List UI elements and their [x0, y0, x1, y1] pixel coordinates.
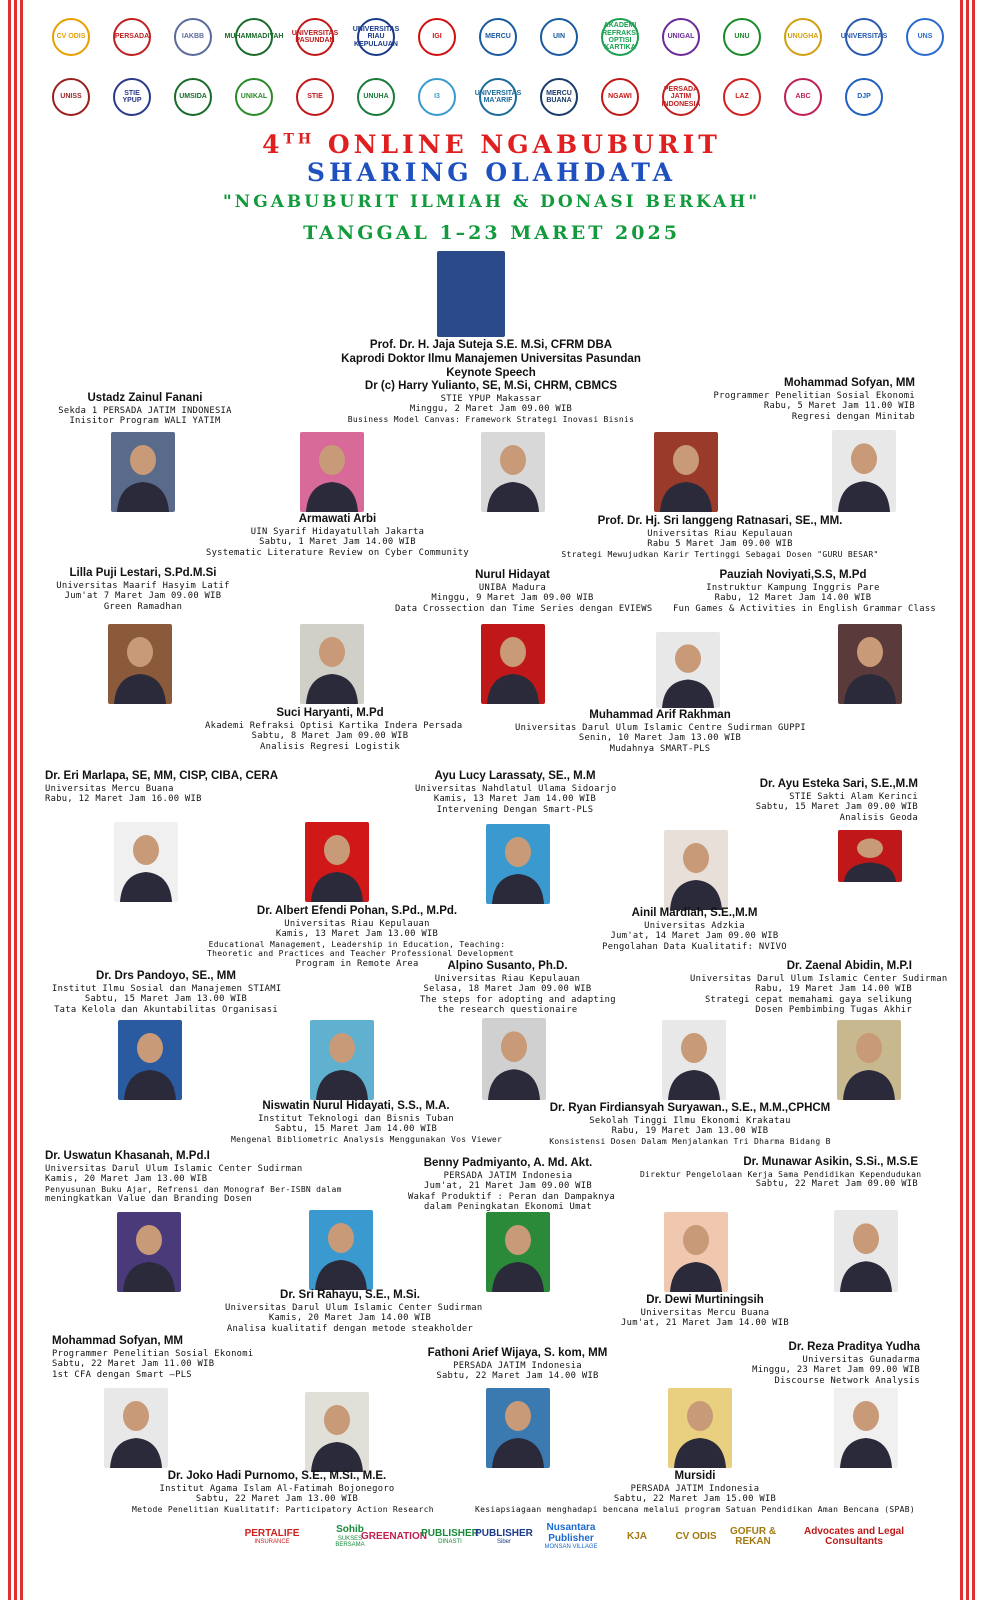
- speaker-name: Nurul Hidayat: [475, 569, 550, 581]
- speaker-detail: Rabu, 5 Maret Jam 11.00 WIB: [763, 401, 915, 412]
- speaker-name: Mursidi: [674, 1470, 716, 1482]
- speaker-info: [52, 1335, 260, 1380]
- speaker-name: Dr. Uswatun Khasanah, M.Pd.I: [45, 1150, 210, 1162]
- speaker-detail: Sabtu, 15 Maret Jam 13.00 WIB: [84, 994, 248, 1005]
- speaker-detail: Instruktur Kampung Inggris Pare: [706, 582, 880, 593]
- speaker-detail: Green Ramadhan: [103, 601, 183, 612]
- speaker-info: [40, 392, 250, 427]
- speaker-detail: Universitas Riau Kepulauan: [647, 528, 793, 539]
- speaker-detail: Universitas Riau Kepulauan: [284, 918, 430, 929]
- speaker-detail: Rabu, 19 Maret Jam 14.00 WIB: [755, 984, 912, 995]
- row1-logo-4: MUHAMMADIYAH: [235, 18, 273, 56]
- speaker-name: Dr. Ryan Firdiansyah Suryawan., S.E., M.M.,CPHCM: [549, 1102, 831, 1114]
- row2-logo-12: LAZ: [723, 78, 761, 116]
- row2-logo-9: MERCU BUANA: [540, 78, 578, 116]
- speaker-name: Dr (c) Harry Yulianto, SE, M.Si, CHRM, CBMCS: [364, 380, 618, 392]
- speaker-detail: Penyusunan Buku Ajar, Refrensi dan Monograf Ber-ISBN dalam: [45, 1184, 342, 1194]
- sponsor-logo: [475, 1515, 533, 1559]
- speaker-detail: Systematic Literature Review on Cyber Community: [205, 547, 470, 558]
- speaker-detail: Minggu, 9 Maret Jam 09.00 WIB: [431, 593, 594, 604]
- sponsor-logo: [535, 1515, 607, 1559]
- speaker-detail: 1st CFA dengan Smart –PLS: [52, 1369, 192, 1380]
- event-dates: TANGGAL 1–23 MARET 2025: [303, 222, 680, 244]
- speaker-name: Dr. Reza Praditya Yudha: [788, 1341, 920, 1353]
- speaker-photo: [838, 624, 902, 704]
- speaker-name: Alpino Susanto, Ph.D.: [447, 960, 568, 972]
- speaker-photo: [117, 1212, 181, 1292]
- speaker-detail: Sabtu, 22 Maret Jam 13.00 WIB: [195, 1494, 359, 1505]
- speaker-name: Fathoni Arief Wijaya, S. kom, MM: [427, 1347, 608, 1359]
- speaker-detail: Program in Remote Area: [295, 959, 419, 970]
- sponsor-subtitle: DINASTI: [438, 1539, 462, 1546]
- sponsor-logo: [672, 1515, 720, 1559]
- sponsor-name: GREENATION: [361, 1530, 427, 1542]
- speaker-name: Dr. Zaenal Abidin, M.P.I: [786, 960, 912, 972]
- speaker-name: Dr. Joko Hadi Purnomo, S.E., M.Si., M.E.: [167, 1470, 387, 1482]
- speaker-detail: The steps for adopting and adapting: [420, 994, 616, 1005]
- speaker-photo: [486, 1212, 550, 1292]
- speaker-name: Dr. Dewi Murtiningsih: [646, 1294, 764, 1306]
- speaker-detail: Universitas Adzkia: [644, 920, 745, 931]
- speaker-info: [52, 970, 280, 1015]
- speaker-detail: UNIBA Madura: [478, 582, 547, 593]
- speaker-name: Dr. Ayu Esteka Sari, S.E.,M.M: [759, 778, 918, 790]
- speaker-detail: STIE YPUP Makassar: [440, 393, 542, 404]
- speaker-name: Ainil Mardiah, S.E.,M.M: [631, 907, 758, 919]
- speaker-photo: [310, 1020, 374, 1100]
- speaker-detail: Jum'at, 14 Maret Jam 09.00 WIB: [610, 931, 779, 942]
- row2-logo-11: PERSADA JATIM INDONESIA: [662, 78, 700, 116]
- speaker-detail: Sabtu, 22 Maret Jam 11.00 WIB: [52, 1359, 215, 1370]
- speaker-detail: Akademi Refraksi Optisi Kartika Indera Persada: [205, 720, 463, 731]
- speaker-info: [45, 1150, 342, 1205]
- row1-logo-1: CV ODIS: [52, 18, 90, 56]
- speaker-photo: [305, 1392, 369, 1472]
- speaker-info: [200, 513, 475, 558]
- speaker-detail: the research questionaire: [437, 1005, 578, 1016]
- speaker-name: Dr. Sri Rahayu, S.E., M.Si.: [280, 1289, 420, 1301]
- speaker-photo: [104, 1388, 168, 1468]
- speaker-detail: Analisis Geoda: [839, 812, 918, 823]
- speaker-photo: [481, 624, 545, 704]
- speaker-photo: [664, 830, 728, 910]
- speaker-detail: Universitas Mercu Buana: [45, 783, 174, 794]
- speaker-photo: [482, 1018, 546, 1100]
- speaker-info: [132, 1470, 434, 1514]
- speaker-detail: Kesiapsiagaan menghadapi bencana melalui program Satuan Pendidikan Aman Bencana (SPAB): [474, 1504, 915, 1514]
- speaker-info: [410, 1347, 625, 1382]
- speaker-info: [470, 1470, 920, 1514]
- speaker-detail: Minggu, 23 Maret Jam 09.00 WIB: [752, 1365, 920, 1376]
- speaker-detail: Data Crossection dan Time Series dengan EVIEWS: [395, 603, 653, 614]
- speaker-detail: Sabtu, 1 Maret Jam 14.00 WIB: [259, 537, 416, 548]
- speaker-info: [745, 1341, 920, 1386]
- sponsor-name: PERTALIFE: [244, 1527, 300, 1539]
- speaker-detail: PERSADA JATIM Indonesia: [443, 1170, 573, 1181]
- speaker-detail: Intervening Dengan Smart-PLS: [436, 804, 594, 815]
- row2-logo-1: UNISS: [52, 78, 90, 116]
- sponsor-name: PUBLISHER: [475, 1527, 533, 1539]
- speaker-name: Dr. Munawar Asikin, S.Si., M.S.E: [743, 1156, 918, 1168]
- speaker-name: Muhammad Arif Rakhman: [589, 709, 731, 721]
- sponsor-logo: [222, 1515, 322, 1559]
- sponsor-logo: [728, 1515, 778, 1559]
- speaker-detail: Konsistensi Dosen Dalam Menjalankan Tri Dharma Bidang B: [549, 1136, 831, 1146]
- row1-logo-2: PERSADA: [113, 18, 151, 56]
- speaker-photo: [309, 1210, 373, 1290]
- keynote-photo: [437, 251, 505, 337]
- speaker-detail: Jum'at, 21 Maret Jam 14.00 WIB: [621, 1318, 789, 1329]
- speaker-detail: Strategi cepat memahami gaya selikung: [704, 994, 912, 1005]
- speaker-info: [225, 1289, 483, 1334]
- speaker-photo: [118, 1020, 182, 1100]
- row2-logo-3: UMSIDA: [174, 78, 212, 116]
- speaker-detail: Universitas Darul Ulum Islamic Center Sudirman: [225, 1302, 483, 1313]
- speaker-detail: Sabtu, 15 Maret Jam 09.00 WIB: [755, 802, 918, 813]
- speaker-detail: Regresi dengan Minitab: [791, 411, 915, 422]
- speaker-detail: PERSADA JATIM Indonesia: [630, 1483, 760, 1494]
- event-title-line-1: 4TH ONLINE NGABUBURIT: [262, 130, 721, 159]
- speaker-detail: Sabtu, 22 Maret Jam 15.00 WIB: [613, 1494, 777, 1505]
- speaker-detail: Universitas Mercu Buana: [640, 1307, 770, 1318]
- row2-logo-5: STIE: [296, 78, 334, 116]
- speaker-info: [45, 770, 335, 805]
- speaker-name: Pauziah Noviyati,S.S, M.Pd: [719, 569, 867, 581]
- speaker-detail: Dosen Pembimbing Tugas Akhir: [755, 1005, 912, 1016]
- speaker-detail: Rabu, 19 Maret Jam 13.00 WIB: [611, 1126, 769, 1137]
- speaker-photo: [664, 1212, 728, 1292]
- speaker-name: Ustadz Zainul Fanani: [87, 392, 203, 404]
- sponsor-name: CV ODIS: [675, 1530, 717, 1542]
- row1-logo-5: UNIVERSITAS PASUNDAN: [296, 18, 334, 56]
- row1-logo-9: UIN: [540, 18, 578, 56]
- row1-logo-7: IGI: [418, 18, 456, 56]
- speaker-info: [620, 1294, 790, 1329]
- speaker-detail: dalam Peningkatan Ekonomi Umat: [424, 1202, 592, 1213]
- speaker-detail: Kamis, 13 Maret Jam 14.00 WIB: [433, 794, 597, 805]
- speaker-detail: Universitas Nahdlatul Ulama Sidoarjo: [415, 783, 617, 794]
- speaker-photo: [305, 822, 369, 902]
- speaker-photo: [834, 1210, 898, 1292]
- speaker-detail: Metode Penelitian Kualitatif: Participatory Action Research: [132, 1504, 434, 1514]
- speaker-detail: Institut Ilmu Sosial dan Manajemen STIAMI: [52, 983, 282, 994]
- speaker-name: Lilla Puji Lestari, S.Pd.M.Si: [69, 567, 217, 579]
- speaker-detail: Sabtu, 22 Maret Jam 14.00 WIB: [436, 1371, 599, 1382]
- speaker-name: Dr. Drs Pandoyo, SE., MM: [96, 970, 236, 982]
- row2-logo-7: I3: [418, 78, 456, 116]
- sponsor-subtitle: MONSAN VILLAGE: [544, 1544, 598, 1551]
- speaker-detail: Selasa, 18 Maret Jam 09.00 WIB: [423, 984, 592, 995]
- speaker-detail: Jum'at 7 Maret Jam 09.00 WIB: [64, 591, 222, 602]
- speaker-detail: Universitas Darul Ulum Islamic Centre Sudirman GUPPI: [515, 722, 807, 733]
- speaker-detail: Direktur Pengelolaan Kerja Sama Pendidikan Kependudukan: [640, 1169, 922, 1179]
- speaker-name: Ayu Lucy Larassaty, SE., M.M: [434, 770, 596, 782]
- keynote-role: Kaprodi Doktor Ilmu Manajemen Universitas Pasundan: [341, 352, 641, 365]
- speaker-detail: Analisa kualitatif dengan metode steakholder: [226, 1323, 474, 1334]
- speaker-detail: STIE Sakti Alam Kerinci: [789, 791, 918, 802]
- speaker-detail: Universitas Darul Ulum Islamic Center Sudirman: [690, 973, 948, 984]
- sponsor-name: KJA: [626, 1530, 647, 1542]
- sponsor-logo: [421, 1515, 479, 1559]
- speaker-detail: Fun Games & Activities in English Grammar Class: [673, 603, 937, 614]
- keynote-name: Prof. Dr. H. Jaja Suteja S.E. M.Si, CFRM DBA: [369, 339, 613, 351]
- speaker-name: Dr. Eri Marlapa, SE, MM, CISP, CIBA, CERA: [45, 770, 279, 782]
- speaker-info: [602, 907, 787, 952]
- speaker-name: Mohammad Sofyan, MM: [52, 1335, 183, 1347]
- speaker-detail: Educational Management, Leadership in Education, Teaching:: [208, 939, 506, 949]
- speaker-name: Mohammad Sofyan, MM: [784, 377, 915, 389]
- speaker-info: [673, 569, 937, 614]
- row1-logo-11: UNIGAL: [662, 18, 700, 56]
- speaker-detail: Mengenal Bibliometric Analysis Menggunakan Vos Viewer: [231, 1134, 503, 1144]
- speaker-photo: [838, 830, 902, 882]
- sponsor-logo: [361, 1515, 427, 1559]
- row1-logo-8: MERCU: [479, 18, 517, 56]
- speaker-detail: Analisis Regresi Logistik: [260, 741, 400, 752]
- speaker-detail: Strategi Mewujudkan Karir Tertinggi Sebagai Dosen "GURU BESAR": [561, 549, 879, 559]
- speaker-photo: [654, 432, 718, 512]
- speaker-info: [331, 380, 651, 424]
- speaker-info: [515, 709, 805, 754]
- sponsor-subtitle: Siber: [496, 1539, 511, 1546]
- row2-logo-8: UNIVERSITAS MA'ARIF: [479, 78, 517, 116]
- row2-logo-4: UNIKAL: [235, 78, 273, 116]
- row2-logo-6: UNUHA: [357, 78, 395, 116]
- sponsor-name: Nusantara Publisher: [546, 1522, 596, 1544]
- sponsor-name: GOFUR & REKAN: [729, 1525, 777, 1547]
- speaker-detail: Tata Kelola dan Akuntabilitas Organisasi: [54, 1004, 278, 1015]
- row1-logo-3: IAKBB: [174, 18, 212, 56]
- speaker-info: [415, 770, 615, 815]
- speaker-photo: [668, 1388, 732, 1468]
- sponsor-subtitle: SUKSES BERSAMA: [335, 1535, 365, 1549]
- speaker-detail: Universitas Maarif Hasyim Latif: [56, 580, 230, 591]
- row1-logo-12: UNU: [723, 18, 761, 56]
- row2-logo-13: ABC: [784, 78, 822, 116]
- speaker-detail: Minggu, 2 Maret Jam 09.00 WIB: [409, 404, 573, 415]
- speaker-photo: [481, 432, 545, 512]
- row2-logo-2: STIE YPUP: [113, 78, 151, 116]
- speaker-photo: [832, 430, 896, 512]
- speaker-photo: [111, 432, 175, 512]
- speaker-info: [640, 1156, 922, 1190]
- speaker-info: [728, 778, 918, 823]
- speaker-photo: [108, 624, 172, 704]
- event-title-line-2: SHARING OLAHDATA: [306, 158, 677, 187]
- sponsor-subtitle: INSURANCE: [254, 1539, 290, 1546]
- speaker-photo: [486, 824, 550, 904]
- speaker-detail: Programmer Penelitian Sosial Ekonomi: [52, 1348, 254, 1359]
- speaker-detail: Institut Agama Islam Al-Fatimah Bojonegoro: [159, 1483, 395, 1494]
- speaker-detail: Sabtu, 8 Maret Jam 09.00 WIB: [251, 731, 409, 742]
- speaker-info: [700, 377, 915, 422]
- speaker-name: Prof. Dr. Hj. Sri langgeng Ratnasari, SE., MM.: [597, 515, 843, 527]
- row2-logo-10: NGAWI: [601, 78, 639, 116]
- sponsor-name: PUBLISHER: [421, 1527, 479, 1539]
- speaker-info: [205, 707, 463, 752]
- speaker-photo: [837, 1020, 901, 1100]
- row2-logo-14: DJP: [845, 78, 883, 116]
- speaker-info: [690, 960, 948, 1016]
- speaker-photo: [834, 1388, 898, 1468]
- speaker-info: [420, 960, 616, 1016]
- sponsor-name: Advocates and Legal Consultants: [803, 1525, 905, 1547]
- speaker-detail: Sabtu, 15 Maret Jam 14.00 WIB: [274, 1124, 438, 1135]
- speaker-photo: [300, 624, 364, 704]
- speaker-detail: Business Model Canvas: Framework Strategi Inovasi Bisnis: [347, 414, 635, 424]
- speaker-photo: [486, 1388, 550, 1468]
- speaker-detail: Kamis, 20 Maret Jam 14.00 WIB: [268, 1313, 432, 1324]
- keynote-label: Keynote Speech: [446, 366, 536, 379]
- speaker-info: [535, 1102, 845, 1146]
- speaker-photo: [300, 432, 364, 512]
- speaker-detail: Sabtu, 22 Maret Jam 09.00 WIB: [755, 1179, 918, 1190]
- row1-logo-13: UNUGHA: [784, 18, 822, 56]
- speaker-detail: Rabu 5 Maret Jam 09.00 WIB: [647, 539, 793, 550]
- speaker-detail: Wakaf Produktif : Peran dan Dampaknya: [408, 1191, 616, 1202]
- row1-logo-14: UNIVERSITAS: [845, 18, 883, 56]
- speaker-name: Dr. Albert Efendi Pohan, S.Pd., M.Pd.: [256, 905, 458, 917]
- speaker-photo: [662, 1020, 726, 1100]
- speaker-detail: Universitas Riau Kepulauan: [434, 973, 581, 984]
- speaker-info: [231, 1100, 503, 1144]
- speaker-name: Suci Haryanti, M.Pd: [276, 707, 384, 719]
- sponsor-logo: [788, 1515, 920, 1559]
- speaker-detail: Senin, 10 Maret Jam 13.00 WIB: [578, 733, 742, 744]
- speaker-photo: [656, 632, 720, 708]
- speaker-info: [48, 567, 238, 612]
- speaker-name: Benny Padmiyanto, A. Md. Akt.: [423, 1157, 593, 1169]
- speaker-detail: Universitas Gunadarma: [802, 1354, 920, 1365]
- keynote-block: [291, 339, 691, 380]
- speaker-detail: Institut Teknologi dan Bisnis Tuban: [258, 1113, 454, 1124]
- sponsor-logo: [614, 1515, 660, 1559]
- speaker-name: Niswatin Nurul Hidayati, S.S., M.A.: [262, 1100, 450, 1112]
- speaker-detail: Inisitor Program WALI YATIM: [69, 416, 221, 427]
- speaker-detail: UIN Syarif Hidayatullah Jakarta: [250, 526, 425, 537]
- speaker-detail: Pengolahan Data Kualitatif: NVIVO: [602, 941, 787, 952]
- speaker-detail: Rabu, 12 Maret Jam 16.00 WIB: [45, 794, 202, 805]
- speaker-detail: PERSADA JATIM Indonesia: [453, 1360, 582, 1371]
- speaker-detail: Programmer Penelitian Sosial Ekonomi: [713, 390, 915, 401]
- speaker-detail: Sekda 1 PERSADA JATIM INDONESIA: [58, 405, 232, 416]
- speaker-detail: Universitas Darul Ulum Islamic Center Sudirman: [45, 1163, 303, 1174]
- speaker-detail: Jum'at, 21 Maret Jam 09.00 WIB: [424, 1181, 592, 1192]
- speaker-photo: [114, 822, 178, 902]
- row1-logo-10: AKADEMI REFRAKSI OPTISI KARTIKA: [601, 18, 639, 56]
- event-tagline: "NGABUBURIT ILMIAH & DONASI BERKAH": [222, 192, 761, 212]
- row1-logo-15: UNS: [906, 18, 944, 56]
- speaker-detail: Kamis, 13 Maret Jam 13.00 WIB: [275, 929, 439, 940]
- speaker-info: [395, 569, 653, 614]
- speaker-detail: Theoretic and Practices and Teacher Professional Development: [207, 949, 514, 959]
- speaker-detail: Sekolah Tinggi Ilmu Ekonomi Krakatau: [589, 1115, 791, 1126]
- row1-logo-6: UNIVERSITAS RIAU KEPULAUAN: [357, 18, 395, 56]
- speaker-detail: Discourse Network Analysis: [774, 1375, 920, 1386]
- speaker-info: [408, 1157, 616, 1213]
- speaker-detail: Mudahnya SMART-PLS: [609, 743, 711, 754]
- speaker-detail: meningkatkan Value dan Branding Dosen: [45, 1194, 253, 1205]
- speaker-detail: Kamis, 20 Maret Jam 13.00 WIB: [45, 1174, 208, 1185]
- speaker-detail: Rabu, 12 Maret Jam 14.00 WIB: [714, 593, 872, 604]
- speaker-info: [540, 515, 900, 559]
- sponsor-name: Sohib: [336, 1524, 364, 1536]
- speaker-name: Armawati Arbi: [298, 513, 377, 525]
